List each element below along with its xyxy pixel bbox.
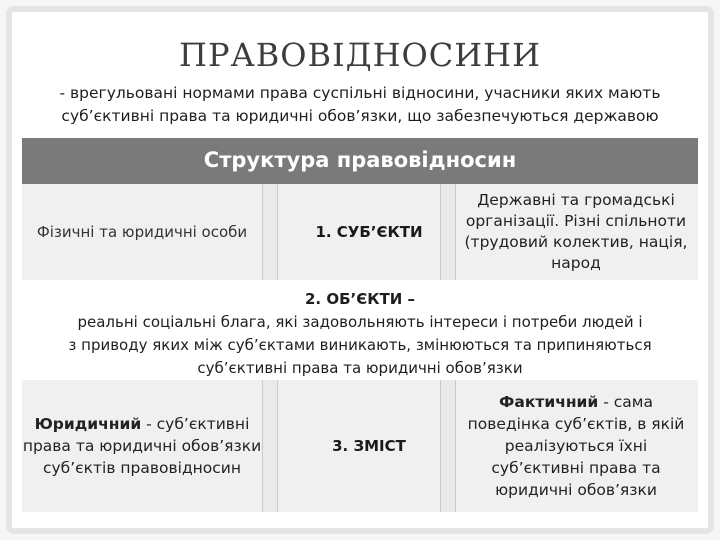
definition-text bbox=[16, 82, 704, 128]
slide-title: ПРАВОВІДНОСИНИ bbox=[179, 36, 541, 74]
structure-header: Структура правовідносин bbox=[22, 138, 698, 186]
slide bbox=[12, 12, 708, 528]
subjects-divider-left bbox=[262, 184, 278, 280]
subjects-label: 1. СУБ’ЄКТИ bbox=[315, 223, 423, 241]
definition-line-1: - врегульовані нормами права суспільні відносини, учасники яких мають bbox=[59, 84, 661, 102]
objects-line-1: реальні соціальні блага, які задовольняють інтереси і потреби людей і bbox=[77, 313, 643, 331]
content-divider-left bbox=[262, 380, 278, 512]
objects-block bbox=[12, 288, 708, 380]
subjects-examples-individuals: Фізичні та юридичні особи bbox=[36, 222, 248, 241]
content-label: 3. ЗМІСТ bbox=[332, 437, 406, 455]
content-factual-text: - сама поведінка суб’єктів, в якій реалізуються їхні суб’єктивні права та юридичні обов’язки bbox=[467, 393, 685, 499]
content-factual bbox=[456, 380, 696, 512]
objects-line-3: суб’єктивні права та юридичні обов’язки bbox=[197, 359, 523, 377]
content-legal bbox=[22, 380, 262, 512]
content-legal-text: - суб’єктивні права та юридичні обов’язки суб’єктів правовідносин bbox=[22, 415, 262, 477]
content-factual-title: Фактичний bbox=[499, 393, 599, 411]
objects-label: 2. ОБ’ЄКТИ – bbox=[304, 290, 416, 308]
definition-line-2: суб’єктивні права та юридичні обов’язки, що забезпечуються державою bbox=[61, 107, 659, 125]
objects-line-2: з приводу яких між суб’єктами виникають, змінюються та припиняються bbox=[68, 336, 652, 354]
subjects-examples-organizations: Державні та громадські організації. Різні спільноти (трудовий колектив, нація, народ bbox=[464, 191, 688, 272]
content-legal-title: Юридичний bbox=[34, 415, 142, 433]
